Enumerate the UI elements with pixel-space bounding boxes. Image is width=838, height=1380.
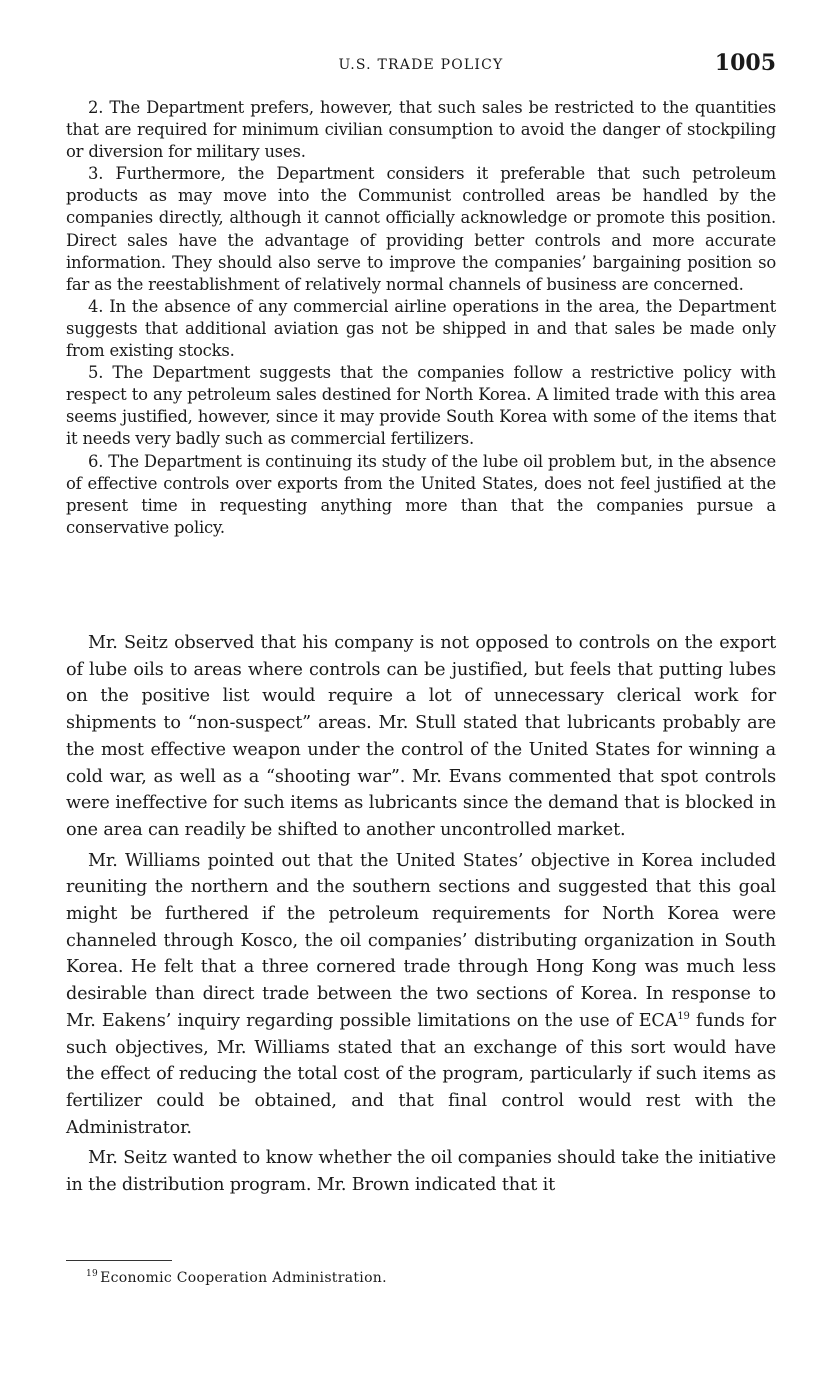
paragraph-seitz-initiative: Mr. Seitz wanted to know whether the oil companies should take the initiative in the distribution program. Mr. Brown indicated that it xyxy=(66,1148,776,1196)
running-head: U.S. TRADE POLICY xyxy=(338,57,504,73)
footnote xyxy=(86,1270,776,1286)
numbered-points xyxy=(66,97,776,539)
page-number: 1005 xyxy=(714,50,776,76)
footnote-divider xyxy=(66,1260,172,1261)
footnote-text: Economic Cooperation Administration. xyxy=(100,1270,387,1286)
body-text xyxy=(66,630,776,1203)
footnote-reference[interactable]: 19 xyxy=(677,1010,690,1022)
paragraph-seitz-controls: Mr. Seitz observed that his company is not opposed to controls on the export of lube oils to areas where controls can be justified, but feels that putting lubes on the positive list would require a lot of unnecessary clerical work for shipments to “non-suspect” areas. Mr. Stull stated that lubricants probably are the most effective weapon under the control of the United States for winning a cold war, as well as a “shooting war”. Mr. Evans commented that spot controls were ineffective for such items as lubricants since the demand that is blocked in one area can readily be shifted to another uncontrolled market. xyxy=(66,633,776,840)
point-2: 2. The Department prefers, however, that such sales be restricted to the quantities that are required for minimum civilian consumption to avoid the danger of stockpiling or diversion for military uses. xyxy=(66,98,776,162)
point-5: 5. The Department suggests that the companies follow a restrictive policy with respect to any petroleum sales destined for North Korea. A limited trade with this area seems justified, however, since it may provide South Korea with some of the items that it needs very badly such as commercial fertilizers. xyxy=(66,363,776,449)
point-4: 4. In the absence of any commercial airline operations in the area, the Department suggests that additional aviation gas not be shipped in and that sales be made only from existing stocks. xyxy=(66,296,776,361)
footnote-number: 19 xyxy=(86,1269,99,1280)
point-6: 6. The Department is continuing its study of the lube oil problem but, in the absence of effective controls over exports from the United States, does not feel justified at the present time in requesting anything more than that the companies pursue a conservative policy. xyxy=(66,451,776,537)
paragraph-williams-korea xyxy=(66,848,776,1142)
point-3: 3. Furthermore, the Department considers it preferable that such petroleum products as may move into the Communist controlled areas be handled by the companies directly, although it cannot officially acknowledge or promote this position. Direct sales have the advantage of providing better controls and more accurate information. They should also serve to improve the companies’ bargaining position so far as the reestablishment of relatively normal channels of business are concerned. xyxy=(66,164,776,294)
paragraph-text-cont: funds for such objectives, Mr. Williams stated that an exchange of this sort would have the effect of reducing the total cost of the program, particularly if such items as fertilizer could be obtained, and that final control would rest with the Administrator. xyxy=(66,1010,776,1138)
page-header xyxy=(66,50,776,80)
paragraph-text: Mr. Williams pointed out that the United States’ objective in Korea included reuniting the northern and the southern sections and suggested that this goal might be furthered if the petroleum requirements for North Korea were channeled through Kosco, the oil companies’ distributing organization in South Korea. He felt that a three cornered trade through Hong Kong was much less desirable than direct trade between the two sections of Korea. In response to Mr. Eakens’ inquiry regarding possible limitations on the use of ECA xyxy=(66,850,776,1031)
